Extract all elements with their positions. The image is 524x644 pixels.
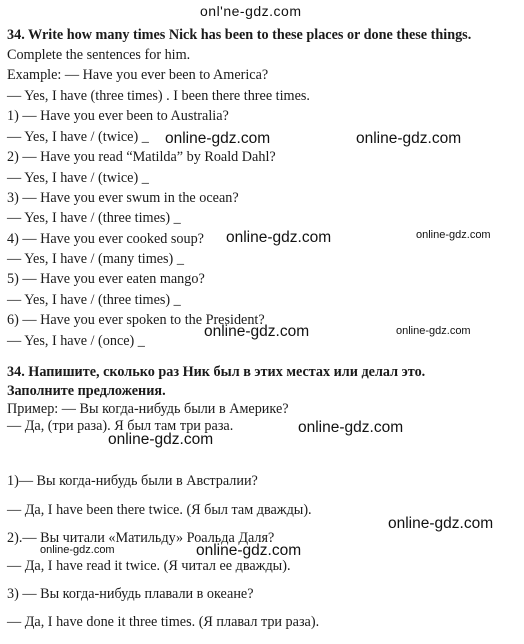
- watermark: online-gdz.com: [388, 515, 494, 532]
- english-instruction: Complete the sentences for him.: [7, 47, 191, 63]
- russian-task-title-line1: 34. Напишите, сколько раз Ник был в этих местах или делал это.: [7, 364, 426, 380]
- watermark: online-gdz.com: [298, 419, 404, 436]
- english-question-2: 2) — Have you read “Matilda” by Roald Dahl?: [7, 149, 276, 165]
- english-question-1: 1) — Have you ever been to Australia?: [7, 108, 229, 124]
- watermark: online-gdz.com: [165, 130, 271, 147]
- russian-question-1: 1)— Вы когда-нибудь были в Австралии?: [7, 473, 258, 489]
- russian-answer-1: — Да, I have been there twice. (Я был там дважды).: [7, 502, 312, 518]
- english-answer-1: — Yes, I have / (twice) _: [7, 129, 149, 145]
- watermark: online-gdz.com: [108, 431, 214, 448]
- watermark: online-gdz.com: [416, 229, 491, 241]
- watermark: online-gdz.com: [204, 323, 310, 340]
- russian-answer-2: — Да, I have read it twice. (Я читал ее дважды).: [7, 558, 291, 574]
- english-example-question: Example: — Have you ever been to America?: [7, 67, 269, 83]
- watermark: online-gdz.com: [356, 130, 462, 147]
- russian-example-answer: — Да, (три раза). Я был там три раза.: [7, 418, 234, 434]
- watermark: online-gdz.com: [226, 229, 332, 246]
- watermark: online-gdz.com: [196, 542, 302, 559]
- english-question-6: 6) — Have you ever spoken to the President?: [7, 312, 265, 328]
- english-question-3: 3) — Have you ever swum in the ocean?: [7, 190, 239, 206]
- english-answer-2: — Yes, I have / (twice) _: [7, 170, 149, 186]
- english-question-4: 4) — Have you ever cooked soup?: [7, 231, 204, 247]
- english-task-title: 34. Write how many times Nick has been to these places or done these things.: [7, 27, 472, 43]
- watermark-top: onl'ne-gdz.com: [200, 3, 302, 19]
- english-answer-3: — Yes, I have / (three times) _: [7, 210, 181, 226]
- russian-question-3: 3) — Вы когда-нибудь плавали в океане?: [7, 586, 254, 602]
- english-answer-5: — Yes, I have / (three times) _: [7, 292, 181, 308]
- watermark: online-gdz.com: [396, 325, 471, 337]
- russian-task-title-line2: Заполните предложения.: [7, 383, 166, 399]
- russian-question-2: 2).— Вы читали «Матильду» Роальда Даля?: [7, 530, 275, 546]
- english-answer-4: — Yes, I have / (many times) _: [7, 251, 184, 267]
- english-answer-6: — Yes, I have / (once) _: [7, 333, 145, 349]
- english-example-answer: — Yes, I have (three times) . I been there three times.: [7, 88, 310, 104]
- russian-answer-3: — Да, I have done it three times. (Я плавал три раза).: [7, 614, 320, 630]
- russian-example-question: Пример: — Вы когда-нибудь были в Америке?: [7, 401, 289, 417]
- watermark: online-gdz.com: [40, 544, 115, 556]
- english-question-5: 5) — Have you ever eaten mango?: [7, 271, 205, 287]
